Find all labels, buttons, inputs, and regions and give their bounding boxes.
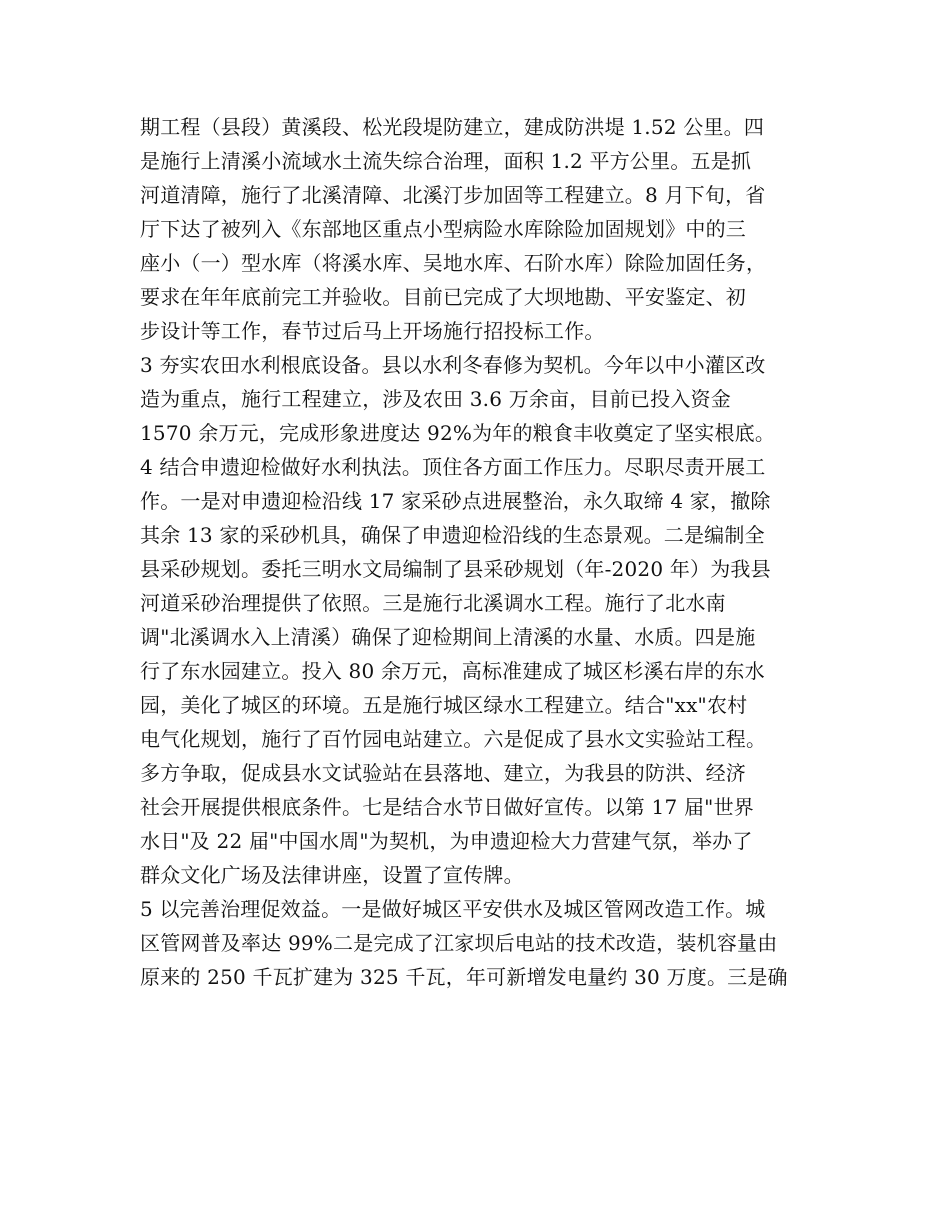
text-line: 水日"及 22 届"中国水周"为契机，为申遗迎检大力营建气氛，举办了 bbox=[140, 829, 753, 853]
text-line: 期工程（县段）黄溪段、松光段堤防建立，建成防洪堤 1.52 公里。四 bbox=[140, 115, 765, 139]
text-line: 行了东水园建立。投入 80 余万元，高标准建成了城区杉溪右岸的东水 bbox=[140, 659, 765, 683]
text-line: 是施行上清溪小流域水土流失综合治理，面积 1.2 平方公里。五是抓 bbox=[140, 149, 752, 173]
text-line: 园，美化了城区的环境。五是施行城区绿水工程建立。结合"xx"农村 bbox=[140, 693, 748, 717]
text-line: 作。一是对申遗迎检沿线 17 家采砂点进展整治，永久取缔 4 家，撤除 bbox=[140, 489, 771, 513]
text-line: 其余 13 家的采砂机具，确保了申遗迎检沿线的生态景观。二是编制全 bbox=[140, 523, 765, 547]
text-line: 5 以完善治理促效益。一是做好城区平安供水及城区管网改造工作。城 bbox=[140, 897, 766, 921]
text-line: 电气化规划，施行了百竹园电站建立。六是促成了县水文实验站工程。 bbox=[140, 727, 767, 751]
document-body bbox=[140, 110, 840, 994]
text-line: 河道清障，施行了北溪清障、北溪汀步加固等工程建立。8 月下旬，省 bbox=[140, 183, 766, 207]
text-line: 原来的 250 千瓦扩建为 325 千瓦，年可新增发电量约 30 万度。三是确 bbox=[140, 965, 788, 989]
text-line: 步设计等工作，春节过后马上开场施行招投标工作。 bbox=[140, 319, 605, 343]
text-line: 要求在年年底前完工并验收。目前已完成了大坝地勘、平安鉴定、初 bbox=[140, 285, 746, 309]
text-line: 多方争取，促成县水文试验站在县落地、建立，为我县的防洪、经济 bbox=[140, 761, 746, 785]
text-line: 调"北溪调水入上清溪）确保了迎检期间上清溪的水量、水质。四是施 bbox=[140, 625, 756, 649]
text-line: 4 结合申遗迎检做好水利执法。顶住各方面工作压力。尽职尽责开展工 bbox=[140, 455, 766, 479]
text-line: 厅下达了被列入《东部地区重点小型病险水库除险加固规划》中的三 bbox=[140, 217, 746, 241]
text-line: 座小（一）型水库（将溪水库、吴地水库、石阶水库）除险加固任务， bbox=[140, 251, 767, 275]
text-line: 群众文化广场及法律讲座，设置了宣传牌。 bbox=[140, 863, 524, 887]
text-line: 3 夯实农田水利根底设备。县以水利冬春修为契机。今年以中小灌区改 bbox=[140, 353, 766, 377]
text-line: 1570 余万元，完成形象进度达 92%为年的粮食丰收奠定了坚实根底。 bbox=[140, 421, 776, 445]
text-line: 社会开展提供根底条件。七是结合水节日做好宣传。以第 17 届"世界 bbox=[140, 795, 754, 819]
text-line: 河道采砂治理提供了依照。三是施行北溪调水工程。施行了北水南 bbox=[140, 591, 726, 615]
text-line: 区管网普及率达 99%二是完成了江家坝后电站的技术改造，装机容量由 bbox=[140, 931, 778, 955]
text-line: 县采砂规划。委托三明水文局编制了县采砂规划（年-2020 年）为我县 bbox=[140, 557, 771, 581]
text-line: 造为重点，施行工程建立，涉及农田 3.6 万余亩，目前已投入资金 bbox=[140, 387, 731, 411]
